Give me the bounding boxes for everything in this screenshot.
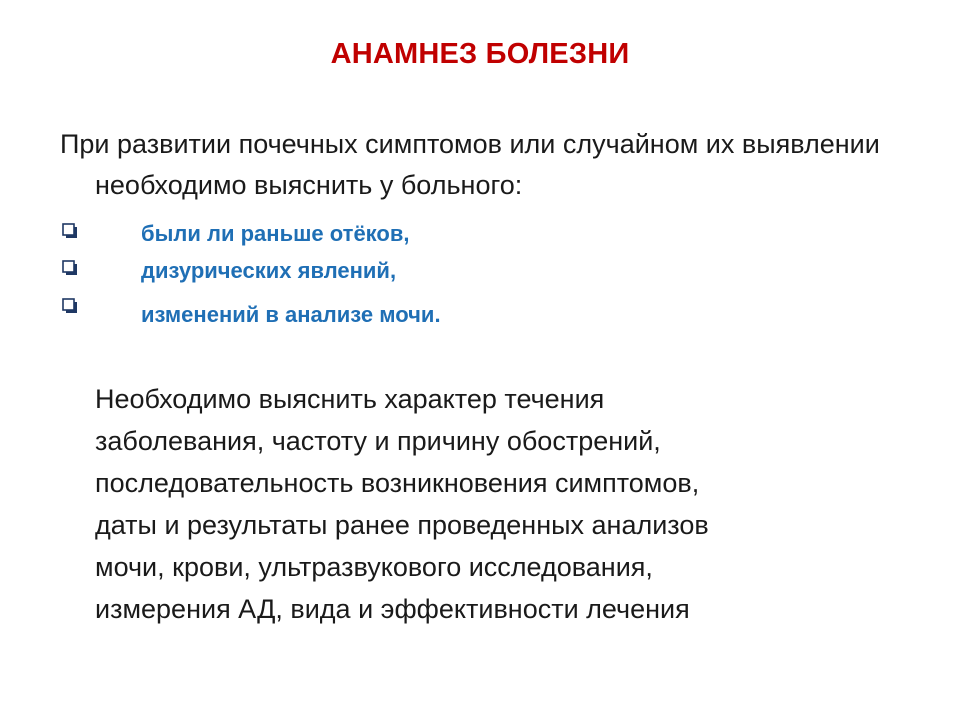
slide-title: АНАМНЕЗ БОЛЕЗНИ xyxy=(330,38,630,70)
paragraph-line: заболевания, частоту и причину обострений, xyxy=(95,426,661,456)
paragraph-line: даты и результаты ранее проведенных анализов xyxy=(95,510,709,540)
paragraph-line: измерения АД, вида и эффективности лечения xyxy=(95,594,690,624)
history-paragraph xyxy=(95,378,915,630)
bullet-label: изменений в анализе мочи. xyxy=(141,302,441,327)
bullet-label: были ли раньше отёков, xyxy=(141,221,410,246)
checkbox-square-icon xyxy=(62,298,78,314)
intro-text: При развитии почечных симптомов или случайном их выявлении необходимо выяснить у больного: xyxy=(60,129,880,200)
checkbox-square-icon xyxy=(62,223,78,239)
checkbox-square-icon xyxy=(62,260,78,276)
bullet-label: дизурических явлений, xyxy=(141,258,397,283)
bullet-item xyxy=(60,295,880,331)
paragraph-line: мочи, крови, ультразвукового исследования, xyxy=(95,552,653,582)
paragraph-line: Необходимо выяснить характер течения xyxy=(95,384,605,414)
paragraph-line: последовательность возникновения симптомов, xyxy=(95,468,700,498)
bullet-item xyxy=(60,257,880,293)
bullet-item xyxy=(60,220,880,256)
